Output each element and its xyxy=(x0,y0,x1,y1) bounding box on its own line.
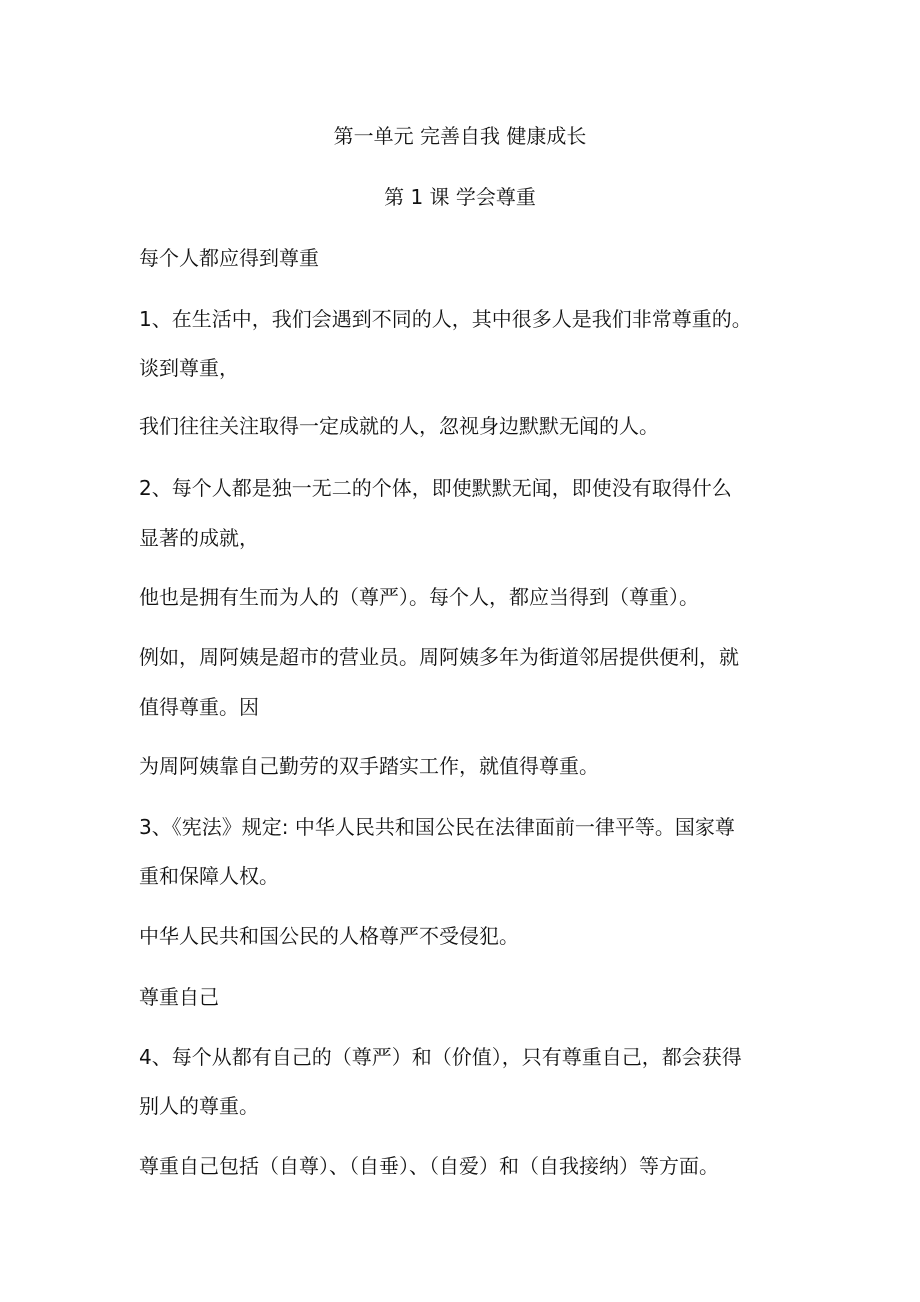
section-heading: 每个人都应得到尊重 xyxy=(139,246,319,270)
paragraph-line: 为周阿姨靠自己勤劳的双手踏实工作，就值得尊重。 xyxy=(139,754,599,778)
paragraph-line: 显著的成就， xyxy=(139,526,259,550)
paragraph-line: 3、《宪法》规定: 中华人民共和国公民在法律面前一律平等。国家尊 xyxy=(139,815,735,839)
paragraph-line: 2、每个人都是独一无二的个体，即使默默无闻，即使没有取得什么 xyxy=(139,476,732,500)
paragraph-line: 重和保障人权。 xyxy=(139,864,279,888)
paragraph-line: 他也是拥有生而为人的（尊严）。每个人，都应当得到（尊重）。 xyxy=(139,585,699,609)
paragraph-line: 4、每个从都有自己的（尊严）和（价值），只有尊重自己，都会获得 xyxy=(139,1045,742,1069)
paragraph-line: 值得尊重。因 xyxy=(139,695,259,719)
paragraph-line: 别人的尊重。 xyxy=(139,1094,259,1118)
paragraph-line: 尊重自己包括（自尊）、（自垂）、（自爱）和（自我接纳）等方面。 xyxy=(139,1154,719,1178)
paragraph-line: 1、在生活中，我们会遇到不同的人，其中很多人是我们非常尊重的。 xyxy=(139,307,752,331)
lesson-title: 第 1 课 学会尊重 xyxy=(384,185,536,209)
paragraph-line: 中华人民共和国公民的人格尊严不受侵犯。 xyxy=(139,924,519,948)
section-heading: 尊重自己 xyxy=(139,985,219,1009)
paragraph-line: 我们往往关注取得一定成就的人，忽视身边默默无闻的人。 xyxy=(139,414,659,438)
unit-title: 第一单元 完善自我 健康成长 xyxy=(333,124,587,148)
paragraph-line: 谈到尊重， xyxy=(139,356,239,380)
paragraph-line: 例如，周阿姨是超市的营业员。周阿姨多年为街道邻居提供便利，就 xyxy=(139,645,739,669)
